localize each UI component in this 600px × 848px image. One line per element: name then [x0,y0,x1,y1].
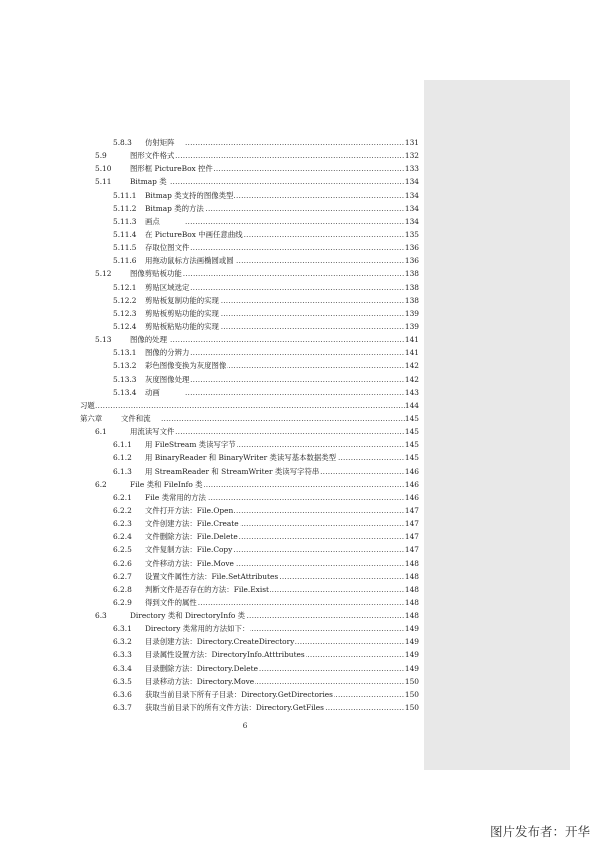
toc-entry[interactable] [0,425,424,438]
dot-leader [170,333,406,346]
toc-entry-number: 6.1.3 [113,466,132,476]
toc-entry-page: 149 [405,662,419,675]
toc-entry-title: 图像的处理 [130,333,168,346]
page-number: 6 [242,721,248,730]
toc-entry[interactable] [0,162,424,175]
toc-entry[interactable] [0,688,424,701]
toc-entry-page: 141 [405,346,419,359]
toc-entry-number: 5.13.4 [113,387,137,397]
toc-entry-title: 文件和流 [121,412,152,425]
toc-entry-number: 5.11.1 [113,190,137,200]
toc-entry-page: 145 [405,425,419,438]
toc-entry-title: 画点 [145,215,161,228]
toc-entry[interactable] [0,399,424,412]
dot-leader [185,241,406,254]
toc-entry-number: 5.11.5 [113,243,137,253]
toc-entry-page: 148 [405,583,419,596]
table-of-contents [0,136,424,714]
toc-entry-page: 142 [405,359,419,372]
toc-entry-page: 146 [405,478,419,491]
toc-entry-page: 139 [405,307,419,320]
dot-leader [95,399,406,412]
toc-entry-title: 剪贴板复制功能的实现 [145,294,220,307]
toc-entry-page: 150 [405,701,419,714]
toc-entry-page: 150 [405,675,419,688]
toc-entry-number: 6.3.5 [113,676,132,686]
toc-entry-page: 147 [405,504,419,517]
toc-entry[interactable] [0,543,424,556]
toc-entry-title: 图形文件格式 [130,149,175,162]
toc-entry-number: 5.11.4 [113,229,137,239]
toc-entry[interactable] [0,346,424,359]
toc-entry-page: 133 [405,162,419,175]
toc-entry-title: 目录创建方法：Directory.CreateDirectory [145,635,295,648]
toc-entry-page: 147 [405,530,419,543]
toc-entry-title: 剪贴板剪贴功能的实现 [145,307,220,320]
toc-entry[interactable] [0,202,424,215]
toc-entry[interactable] [0,504,424,517]
toc-entry-page: 148 [405,596,419,609]
toc-entry-title: Bitmap 类支持的图像类型 [145,189,234,202]
toc-entry-number: 5.13.3 [113,374,137,384]
toc-entry-title: 用 StreamReader 和 StreamWriter 类读写字符串 [145,465,320,478]
toc-entry-number: 5.12.4 [113,321,137,331]
toc-entry[interactable] [0,557,424,570]
toc-entry[interactable] [0,583,424,596]
toc-entry-number: 6.1.2 [113,453,132,463]
toc-entry-number: 6.2.4 [113,532,132,542]
toc-entry-title: 目录移动方法：Directory.Move [145,675,255,688]
dot-leader [170,149,406,162]
toc-entry-page: 138 [405,281,419,294]
toc-entry-page: 138 [405,294,419,307]
toc-entry[interactable] [0,517,424,530]
toc-entry[interactable] [0,609,424,622]
toc-entry-page: 131 [405,136,419,149]
dot-leader [185,346,406,359]
toc-entry-page: 134 [405,175,419,188]
toc-entry-page: 139 [405,320,419,333]
toc-entry-number: 6.3.2 [113,637,132,647]
toc-entry-page: 141 [405,333,419,346]
toc-entry-title: 剪贴区域选定 [145,281,190,294]
toc-entry-title: 剪贴板粘贴功能的实现 [145,320,220,333]
dot-leader [185,215,406,228]
toc-entry-page: 142 [405,373,419,386]
toc-entry-title: 用流读写文件 [130,425,175,438]
toc-entry-page: 145 [405,412,419,425]
toc-entry[interactable] [0,215,424,228]
toc-entry[interactable] [0,136,424,149]
toc-entry-number: 6.3.1 [113,624,132,634]
toc-entry[interactable] [0,412,424,425]
toc-entry-title: 图像剪贴板功能 [130,267,183,280]
toc-entry-number: 5.11 [95,177,112,187]
toc-entry[interactable] [0,701,424,714]
toc-entry-page: 146 [405,491,419,504]
dot-leader [170,267,406,280]
toc-entry-title: 文件创建方法：File.Create [145,517,240,530]
dot-leader [170,478,406,491]
toc-entry-number: 6.2 [95,479,107,489]
toc-entry-number: 6.2.3 [113,519,132,529]
dot-leader [185,491,406,504]
toc-entry-title: Bitmap 类的方法 [145,202,205,215]
dot-leader [185,373,406,386]
toc-entry-page: 148 [405,570,419,583]
toc-entry-number: 5.12.2 [113,295,137,305]
toc-entry-number: 习题 [80,400,95,410]
toc-entry[interactable] [0,530,424,543]
toc-entry-number: 6.2.5 [113,545,132,555]
toc-entry-page: 144 [405,399,419,412]
toc-entry-number: 6.2.1 [113,492,132,502]
toc-entry-title: 设置文件属性方法：File.SetAttributes [145,570,279,583]
toc-entry-title: 图像的分辨力 [145,346,190,359]
toc-entry-page: 147 [405,517,419,530]
toc-entry-page: 150 [405,688,419,701]
toc-entry[interactable] [0,596,424,609]
toc-entry-page: 145 [405,438,419,451]
toc-entry-number: 6.3.4 [113,663,132,673]
toc-entry-title: 彩色图像变换为灰度图像 [145,359,227,372]
toc-entry-title: 判断文件是否存在的方法：File.Exist [145,583,270,596]
toc-entry-number: 6.3.7 [113,703,132,713]
toc-entry[interactable] [0,478,424,491]
toc-entry-number: 6.2.8 [113,584,132,594]
toc-entry-title: 图形框 PictureBox 控件 [130,162,214,175]
toc-entry-page: 136 [405,241,419,254]
toc-entry-page: 134 [405,215,419,228]
toc-entry[interactable] [0,438,424,451]
toc-entry-title: Directory 类常用的方法如下： [145,622,250,635]
toc-entry-title: 获取当前目录下的所有文件方法：Directory.GetFiles [145,701,325,714]
toc-entry-number: 第六章 [80,413,103,423]
toc-entry[interactable] [0,241,424,254]
toc-entry[interactable] [0,307,424,320]
toc-entry-number: 6.1 [95,427,107,437]
toc-entry[interactable] [0,675,424,688]
toc-entry-page: 138 [405,267,419,280]
toc-entry[interactable] [0,648,424,661]
toc-entry-title: 得到文件的属性 [145,596,198,609]
toc-entry[interactable] [0,149,424,162]
toc-entry-title: 文件移动方法：File.Move [145,557,235,570]
toc-entry-number: 6.2.2 [113,505,132,515]
dot-leader [170,175,406,188]
toc-entry[interactable] [0,254,424,267]
toc-entry[interactable] [0,281,424,294]
toc-entry-title: File 类和 FileInfo 类 [130,478,204,491]
toc-entry-number: 5.12.3 [113,308,137,318]
toc-entry-page: 146 [405,465,419,478]
toc-entry-page: 149 [405,622,419,635]
dot-leader [161,412,406,425]
toc-entry-number: 5.8.3 [113,138,132,147]
toc-entry-page: 132 [405,149,419,162]
toc-entry-title: 存取位图文件 [145,241,190,254]
toc-entry-title: Bitmap 类 [130,175,168,188]
toc-entry-number: 5.12 [95,269,112,279]
toc-entry-title: 文件复制方法：File.Copy [145,543,233,556]
toc-entry[interactable] [0,333,424,346]
toc-entry-page: 143 [405,386,419,399]
toc-entry-number: 6.3.6 [113,689,132,699]
toc-entry-page: 149 [405,648,419,661]
toc-entry-number: 5.11.6 [113,256,137,266]
dot-leader [185,281,406,294]
toc-entry[interactable] [0,465,424,478]
toc-entry-title: 用 FileStream 类读写字节 [145,438,237,451]
toc-entry[interactable] [0,622,424,635]
toc-entry[interactable] [0,267,424,280]
toc-entry-page: 135 [405,228,419,241]
toc-entry-title: 用拖动鼠标方法画椭圆或圆 [145,254,235,267]
toc-entry-page: 148 [405,609,419,622]
toc-entry[interactable] [0,451,424,464]
dot-leader [185,136,406,149]
toc-entry-page: 134 [405,202,419,215]
toc-entry-title: File 类常用的方法 [145,491,207,504]
comment-sidebar [424,80,570,770]
toc-entry-number: 6.2.6 [113,558,132,568]
toc-entry[interactable] [0,359,424,372]
toc-entry[interactable] [0,386,424,399]
toc-entry-number: 5.9 [95,151,107,161]
toc-entry-number: 6.3 [95,611,107,621]
toc-entry-title: 目录删除方法：Directory.Delete [145,662,259,675]
toc-entry-title: 目录属性设置方法：DirectoryInfo.Atttributes [145,648,306,661]
toc-entry-page: 147 [405,543,419,556]
toc-entry-number: 5.11.3 [113,216,137,226]
toc-entry[interactable] [0,491,424,504]
toc-entry-number: 6.2.9 [113,597,132,607]
toc-entry-page: 148 [405,557,419,570]
toc-entry[interactable] [0,320,424,333]
publisher-watermark: 图片发布者：开华 [489,824,590,839]
toc-entry-title: Directory 类和 DirectoryInfo 类 [130,609,246,622]
toc-entry[interactable] [0,570,424,583]
dot-leader [185,202,406,215]
toc-entry[interactable] [0,635,424,648]
toc-entry-number: 5.13 [95,335,112,345]
toc-entry-number: 5.11.2 [113,203,137,213]
toc-entry-number: 6.2.7 [113,571,132,581]
toc-entry-title: 仿射矩阵 [145,136,176,149]
toc-entry-number: 6.1.1 [113,440,132,450]
toc-entry-number: 5.10 [95,164,112,174]
toc-entry-title: 在 PictureBox 中画任意曲线 [145,228,244,241]
toc-entry-page: 136 [405,254,419,267]
toc-entry[interactable] [0,189,424,202]
dot-leader [185,386,406,399]
toc-entry[interactable] [0,228,424,241]
toc-entry-page: 149 [405,635,419,648]
toc-entry-title: 灰度图像处理 [145,373,190,386]
toc-entry[interactable] [0,175,424,188]
toc-entry-page: 145 [405,451,419,464]
toc-entry[interactable] [0,294,424,307]
toc-entry-title: 获取当前目录下所有子目录：Directory.GetDirectories [145,688,334,701]
toc-entry-title: 用 BinaryReader 和 BinaryWriter 类读写基本数据类型 [145,451,337,464]
toc-entry-number: 5.13.1 [113,348,137,358]
toc-entry-number: 5.13.2 [113,361,137,371]
toc-entry[interactable] [0,373,424,386]
dot-leader [185,596,406,609]
toc-entry-title: 动画 [145,386,161,399]
toc-entry-number: 5.12.1 [113,282,137,292]
toc-entry[interactable] [0,662,424,675]
toc-entry-number: 6.3.3 [113,650,132,660]
toc-entry-page: 134 [405,189,419,202]
toc-entry-title: 文件打开方法：File.Open [145,504,234,517]
toc-entry-title: 文件删除方法：File.Delete [145,530,239,543]
dot-leader [170,425,406,438]
